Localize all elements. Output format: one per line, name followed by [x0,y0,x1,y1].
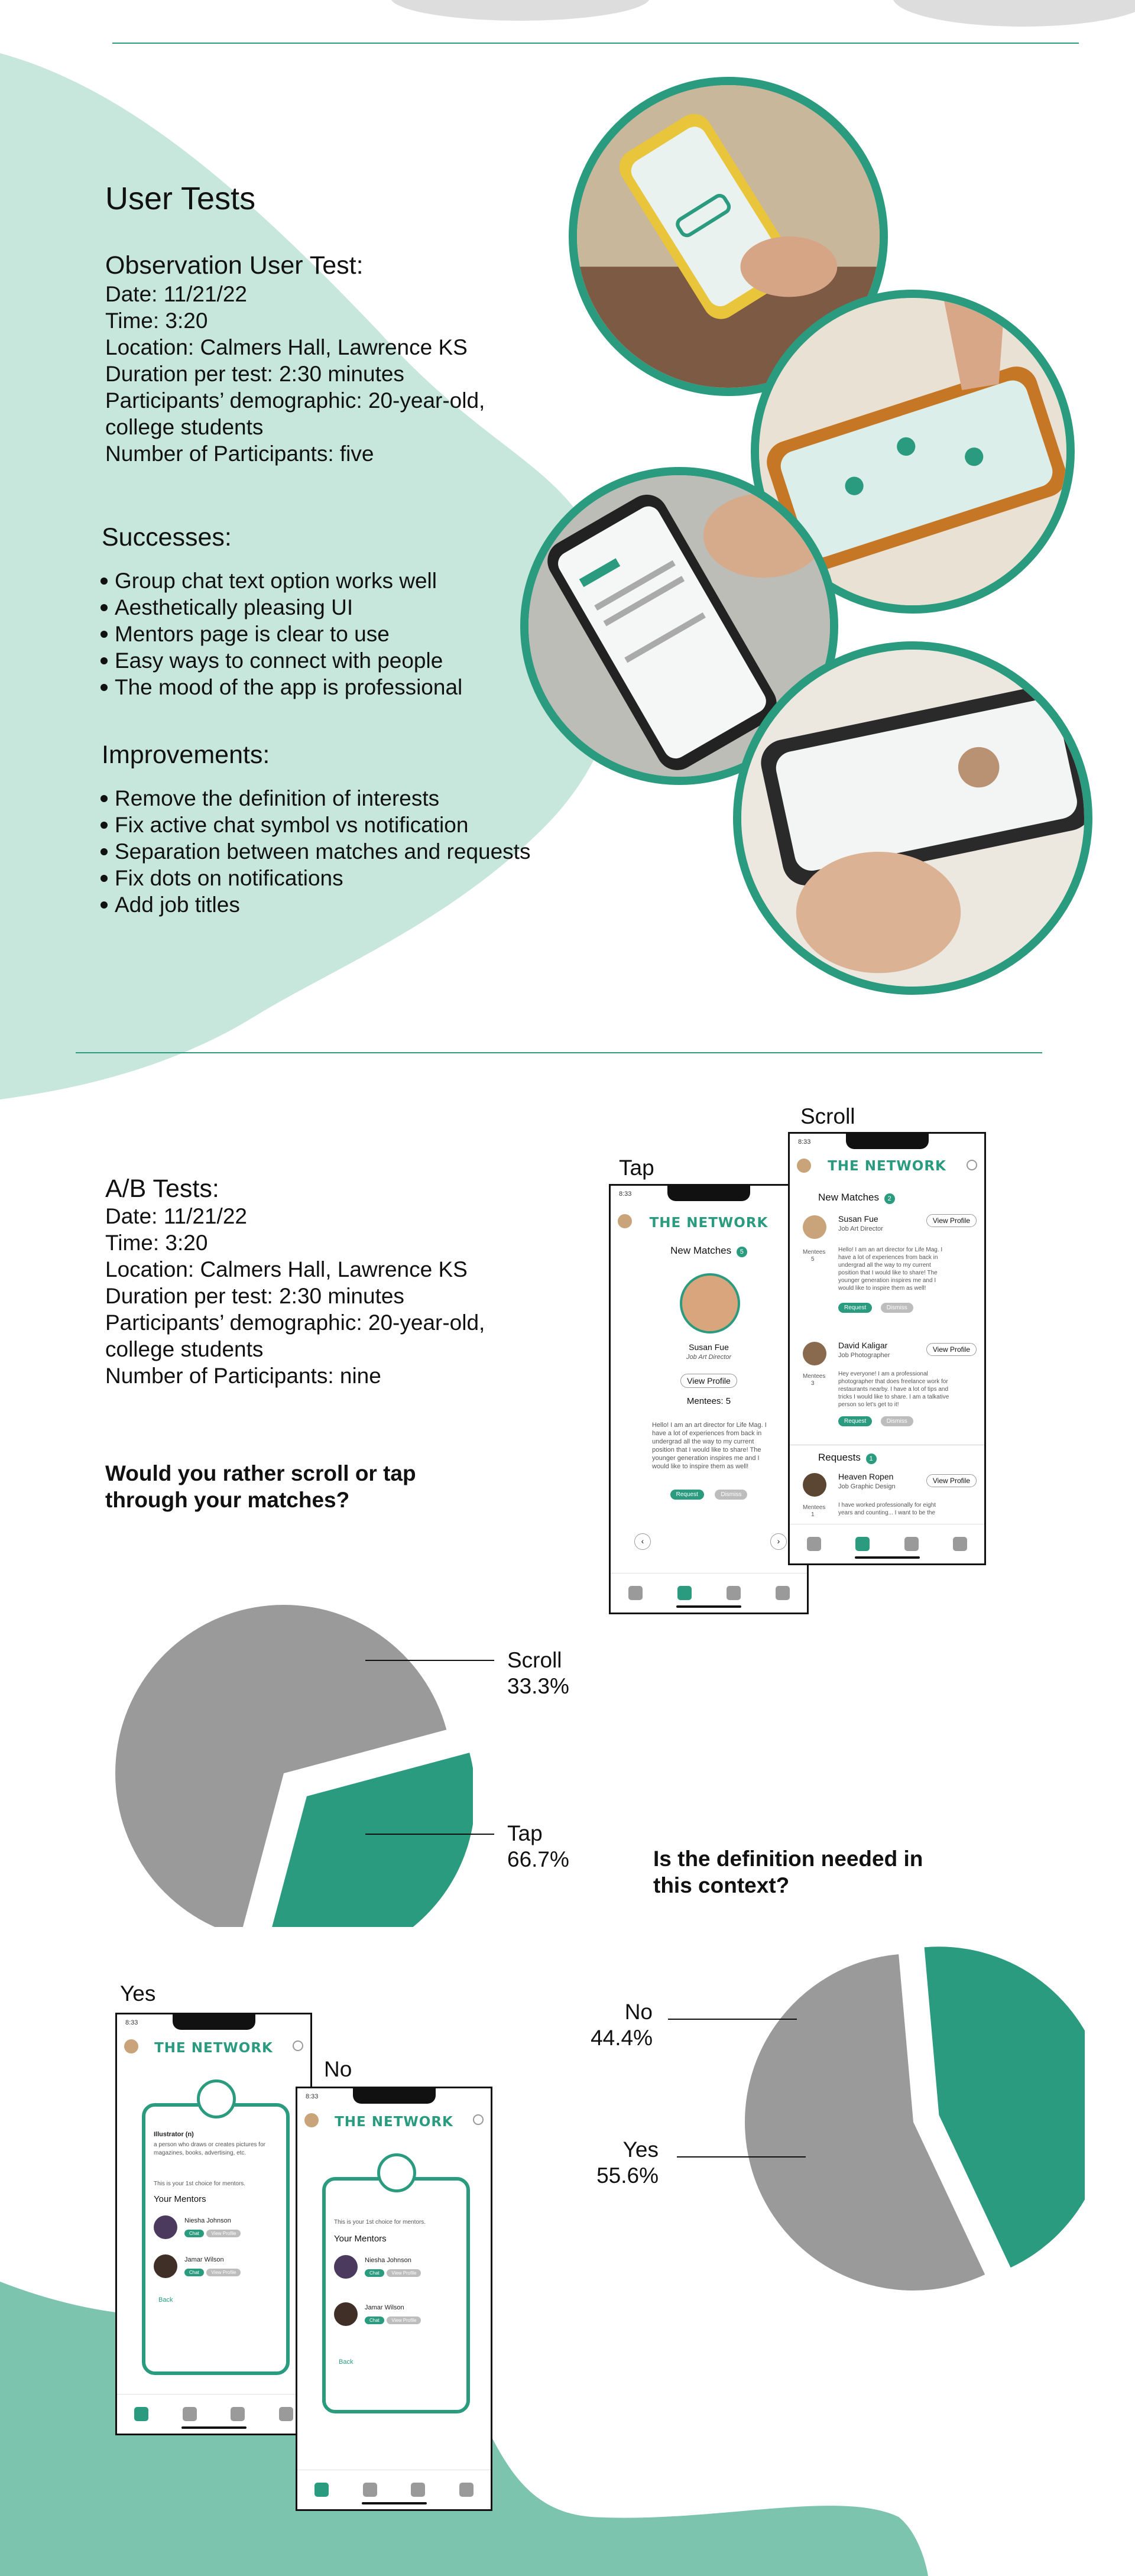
observation-details [105,281,485,467]
status-time: 8:33 [619,1190,632,1198]
observation-line: Location: Calmers Hall, Lawrence KS [105,335,468,359]
chat-button[interactable]: Chat [365,2269,384,2277]
interest-definition: a person who draws or creates pictures for magazines, books, advertising, etc. [154,2142,265,2156]
top-divider [112,43,1079,44]
count-badge: 5 [737,1247,747,1257]
mentees-count: 1 [811,1511,815,1518]
mentors-icon[interactable] [363,2483,377,2497]
question-definition-needed [653,1845,923,1899]
ab-line: Duration per test: 2:30 minutes [105,1284,404,1308]
chat-icon[interactable] [776,1586,790,1600]
successes-heading: Successes: [102,523,232,551]
match-role: Job Photographer [838,1352,890,1359]
match-bio: Hello! I am an art director for Life Mag. I have a lot of experiences from back in undergrad all the way to my current position that I would like to share! The younger generation inspires me and I would like to inspire them as well! [652,1422,767,1470]
match-name: Susan Fue [838,1214,878,1224]
successes-list [99,567,462,700]
app-logo: THE NETWORK [335,2114,453,2130]
list-item: Add job titles [99,891,530,918]
back-link[interactable]: Back [339,2358,354,2366]
match-avatar [803,1342,826,1365]
mentor-actions [184,2266,241,2277]
pie-chart-definition [718,1933,1085,2299]
calendar-icon[interactable] [727,1586,741,1600]
tap-leader-line [365,1834,494,1835]
mentor-actions [365,2314,421,2325]
count-badge: 1 [866,1454,877,1464]
mentor-avatar [334,2255,358,2279]
slice-value: 33.3% [507,1674,569,1698]
match-bio: Hello! I am an art director for Life Mag. I have a lot of experiences from back in undergrad all the way to my current position that I would like to share! The younger generation inspires me and I would like to inspire them as well! [838,1247,943,1292]
view-profile-button[interactable]: View Profile [387,2269,421,2277]
improvements-heading: Improvements: [102,741,270,769]
mentees-count: Mentees: 5 [686,1396,731,1406]
back-link[interactable]: Back [158,2296,173,2304]
pie-slice-scroll [264,1753,473,1927]
chat-button[interactable]: Chat [184,2269,204,2276]
view-profile-label: View Profile [926,1214,977,1227]
list-item: Fix dots on notifications [99,865,530,891]
calendar-icon[interactable] [904,1537,919,1551]
match-actions [838,1302,913,1313]
view-profile-label: View Profile [926,1343,977,1356]
mentor-avatar [154,2215,177,2239]
top-shadow-right [893,0,1135,27]
observation-line: Duration per test: 2:30 minutes [105,362,404,386]
mentees-label: Mentees [803,1249,826,1255]
mentor-actions [365,2267,421,2277]
view-profile-label: View Profile [926,1474,977,1487]
match-name: Heaven Ropen [838,1472,894,1481]
interest-emblem-icon [197,2079,236,2118]
status-time: 8:33 [798,1138,811,1146]
app-logo: THE NETWORK [828,1159,946,1174]
chat-icon[interactable] [459,2483,474,2497]
list-item: Aesthetically pleasing UI [99,594,462,621]
yes-label [588,2137,659,2189]
slice-name: Yes [622,2137,659,2162]
mentor-name: Jamar Wilson [184,2256,224,2263]
mentors-icon[interactable] [183,2407,197,2421]
view-profile-button[interactable] [611,1374,807,1388]
mentors-icon[interactable] [677,1586,692,1600]
slice-name: Tap [507,1821,543,1845]
scroll-phone-mockup [788,1132,986,1565]
match-actions [838,1415,913,1426]
ab-line: college students [105,1337,264,1361]
interest-card [142,2103,290,2375]
question-line: Would you rather scroll or tap [105,1461,416,1485]
section-label: New Matches [670,1245,732,1256]
next-arrow-icon[interactable]: › [770,1533,787,1550]
top-shadow-left [390,0,650,21]
view-profile-label: View Profile [680,1374,737,1388]
section-label: New Matches [818,1192,879,1203]
calendar-icon[interactable] [411,2483,425,2497]
mentors-card [322,2177,470,2413]
mentees-count: 3 [811,1380,815,1387]
dismiss-button[interactable]: Dismiss [881,1416,913,1426]
view-profile-button[interactable]: View Profile [387,2317,421,2324]
mentor-avatar [334,2302,358,2326]
new-matches-heading [818,1192,895,1204]
mentees-label: Mentees [803,1504,826,1511]
view-profile-button[interactable] [926,1343,977,1356]
mentees-count: 5 [811,1256,815,1263]
mentor-name: Niesha Johnson [365,2257,411,2264]
slice-name: Scroll [507,1648,562,1672]
list-item: Group chat text option works well [99,567,462,594]
mentor-name: Niesha Johnson [184,2217,231,2224]
slice-name: No [624,2000,653,2024]
match-actions [611,1488,807,1500]
observation-heading: Observation User Test: [105,251,364,280]
match-avatar [803,1215,826,1239]
tap-label [507,1821,569,1873]
chat-icon[interactable] [953,1537,967,1551]
ab-line: Location: Calmers Hall, Lawrence KS [105,1257,468,1281]
mentor-name: Jamar Wilson [365,2304,404,2311]
match-card [800,1213,978,1325]
ab-tests-details [105,1203,485,1389]
status-time: 8:33 [306,2093,319,2100]
slice-value: 44.4% [591,2026,653,2050]
request-button[interactable]: Request [838,1303,872,1313]
scroll-leader-line [365,1660,494,1661]
middle-divider [76,1052,1042,1053]
requests-heading [818,1452,877,1464]
match-photo [680,1273,740,1334]
no-leader-line [668,2019,797,2020]
scroll-label [507,1647,569,1699]
chat-button[interactable]: Chat [365,2317,384,2324]
match-avatar [803,1473,826,1497]
request-button[interactable]: Request [838,1416,872,1426]
pie-chart-scroll-tap [106,1560,473,1927]
list-item: Fix active chat symbol vs notification [99,812,530,838]
status-time: 8:33 [125,2019,138,2026]
list-item: The mood of the app is professional [99,674,462,700]
home-icon[interactable] [314,2483,329,2497]
ab-line: Date: 11/21/22 [105,1204,247,1228]
view-profile-button[interactable] [926,1214,977,1227]
ab-line: Participants’ demographic: 20-year-old, [105,1310,485,1335]
no-phone-label: No [324,2057,352,2081]
no-label [588,1999,653,2051]
match-bio: Hey everyone! I am a professional photographer that does freelance work for restaurants nearby. I have a lot of tips and tricks I would like to share. I am a talkative person so let's get to it! [838,1371,949,1408]
home-icon[interactable] [134,2407,148,2421]
page-title: User Tests [105,181,256,216]
improvements-list [99,785,530,918]
question-line: Is the definition needed in [653,1847,923,1871]
dismiss-button[interactable]: Dismiss [881,1303,913,1313]
choice-text: This is your 1st choice for mentors. [334,2219,426,2225]
interest-term: Illustrator (n) [154,2131,194,2138]
tap-phone-label: Tap [619,1156,654,1180]
ab-line: Number of Participants: nine [105,1364,381,1388]
count-badge: 2 [884,1193,895,1204]
view-profile-button[interactable] [926,1474,977,1487]
test-photo-4 [733,641,1092,995]
scroll-phone-label: Scroll [800,1104,855,1128]
yes-leader-line [677,2156,806,2158]
choice-text: This is your 1st choice for mentors. [154,2181,246,2187]
mentor-avatar [154,2254,177,2278]
calendar-icon[interactable] [231,2407,245,2421]
list-item: Easy ways to connect with people [99,647,462,674]
mentors-heading: Your Mentors [334,2234,387,2244]
list-item: Separation between matches and requests [99,838,530,865]
new-matches-heading [611,1245,807,1257]
match-bio: I have worked professionally for eight years and counting... I want to be the [838,1502,936,1516]
match-card [800,1339,978,1440]
question-line: this context? [653,1873,790,1897]
list-item: Mentors page is clear to use [99,621,462,647]
ab-line: Time: 3:20 [105,1231,208,1255]
mentors-heading: Your Mentors [154,2194,206,2204]
view-profile-button[interactable]: View Profile [206,2269,241,2276]
observation-line: Date: 11/21/22 [105,282,247,306]
home-icon[interactable] [807,1537,821,1551]
request-card [800,1471,978,1530]
mentors-icon[interactable] [855,1537,870,1551]
interest-emblem-icon [377,2153,416,2192]
dismiss-button[interactable]: Dismiss [715,1490,747,1500]
slice-value: 66.7% [507,1847,569,1871]
no-phone-mockup [296,2087,492,2511]
prev-arrow-icon[interactable]: ‹ [634,1533,651,1550]
match-role: Job Graphic Design [838,1483,896,1490]
view-profile-button[interactable]: View Profile [206,2230,241,2237]
chat-icon[interactable] [279,2407,293,2421]
match-role: Job Art Director [686,1354,731,1361]
app-logo: THE NETWORK [649,1215,768,1231]
yes-phone-mockup [115,2013,312,2435]
app-logo: THE NETWORK [154,2040,273,2056]
match-role: Job Art Director [838,1225,883,1232]
question-line: through your matches? [105,1488,350,1512]
yes-phone-label: Yes [120,1981,156,2006]
observation-line: Participants’ demographic: 20-year-old, [105,388,485,413]
ab-tests-heading: A/B Tests: [105,1175,219,1203]
mentor-actions [184,2227,241,2238]
tap-phone-mockup [609,1184,809,1614]
chat-button[interactable]: Chat [184,2230,204,2237]
question-scroll-or-tap [105,1460,416,1513]
request-button[interactable]: Request [670,1490,704,1500]
home-icon[interactable] [628,1586,643,1600]
match-name: Susan Fue [689,1342,729,1352]
section-label: Requests [818,1452,861,1463]
list-item: Remove the definition of interests [99,785,530,812]
observation-line: Number of Participants: five [105,442,374,466]
slice-value: 55.6% [596,2163,659,2188]
match-name: David Kaligar [838,1341,888,1350]
observation-line: Time: 3:20 [105,309,208,333]
mentees-label: Mentees [803,1373,826,1380]
observation-line: college students [105,415,264,439]
